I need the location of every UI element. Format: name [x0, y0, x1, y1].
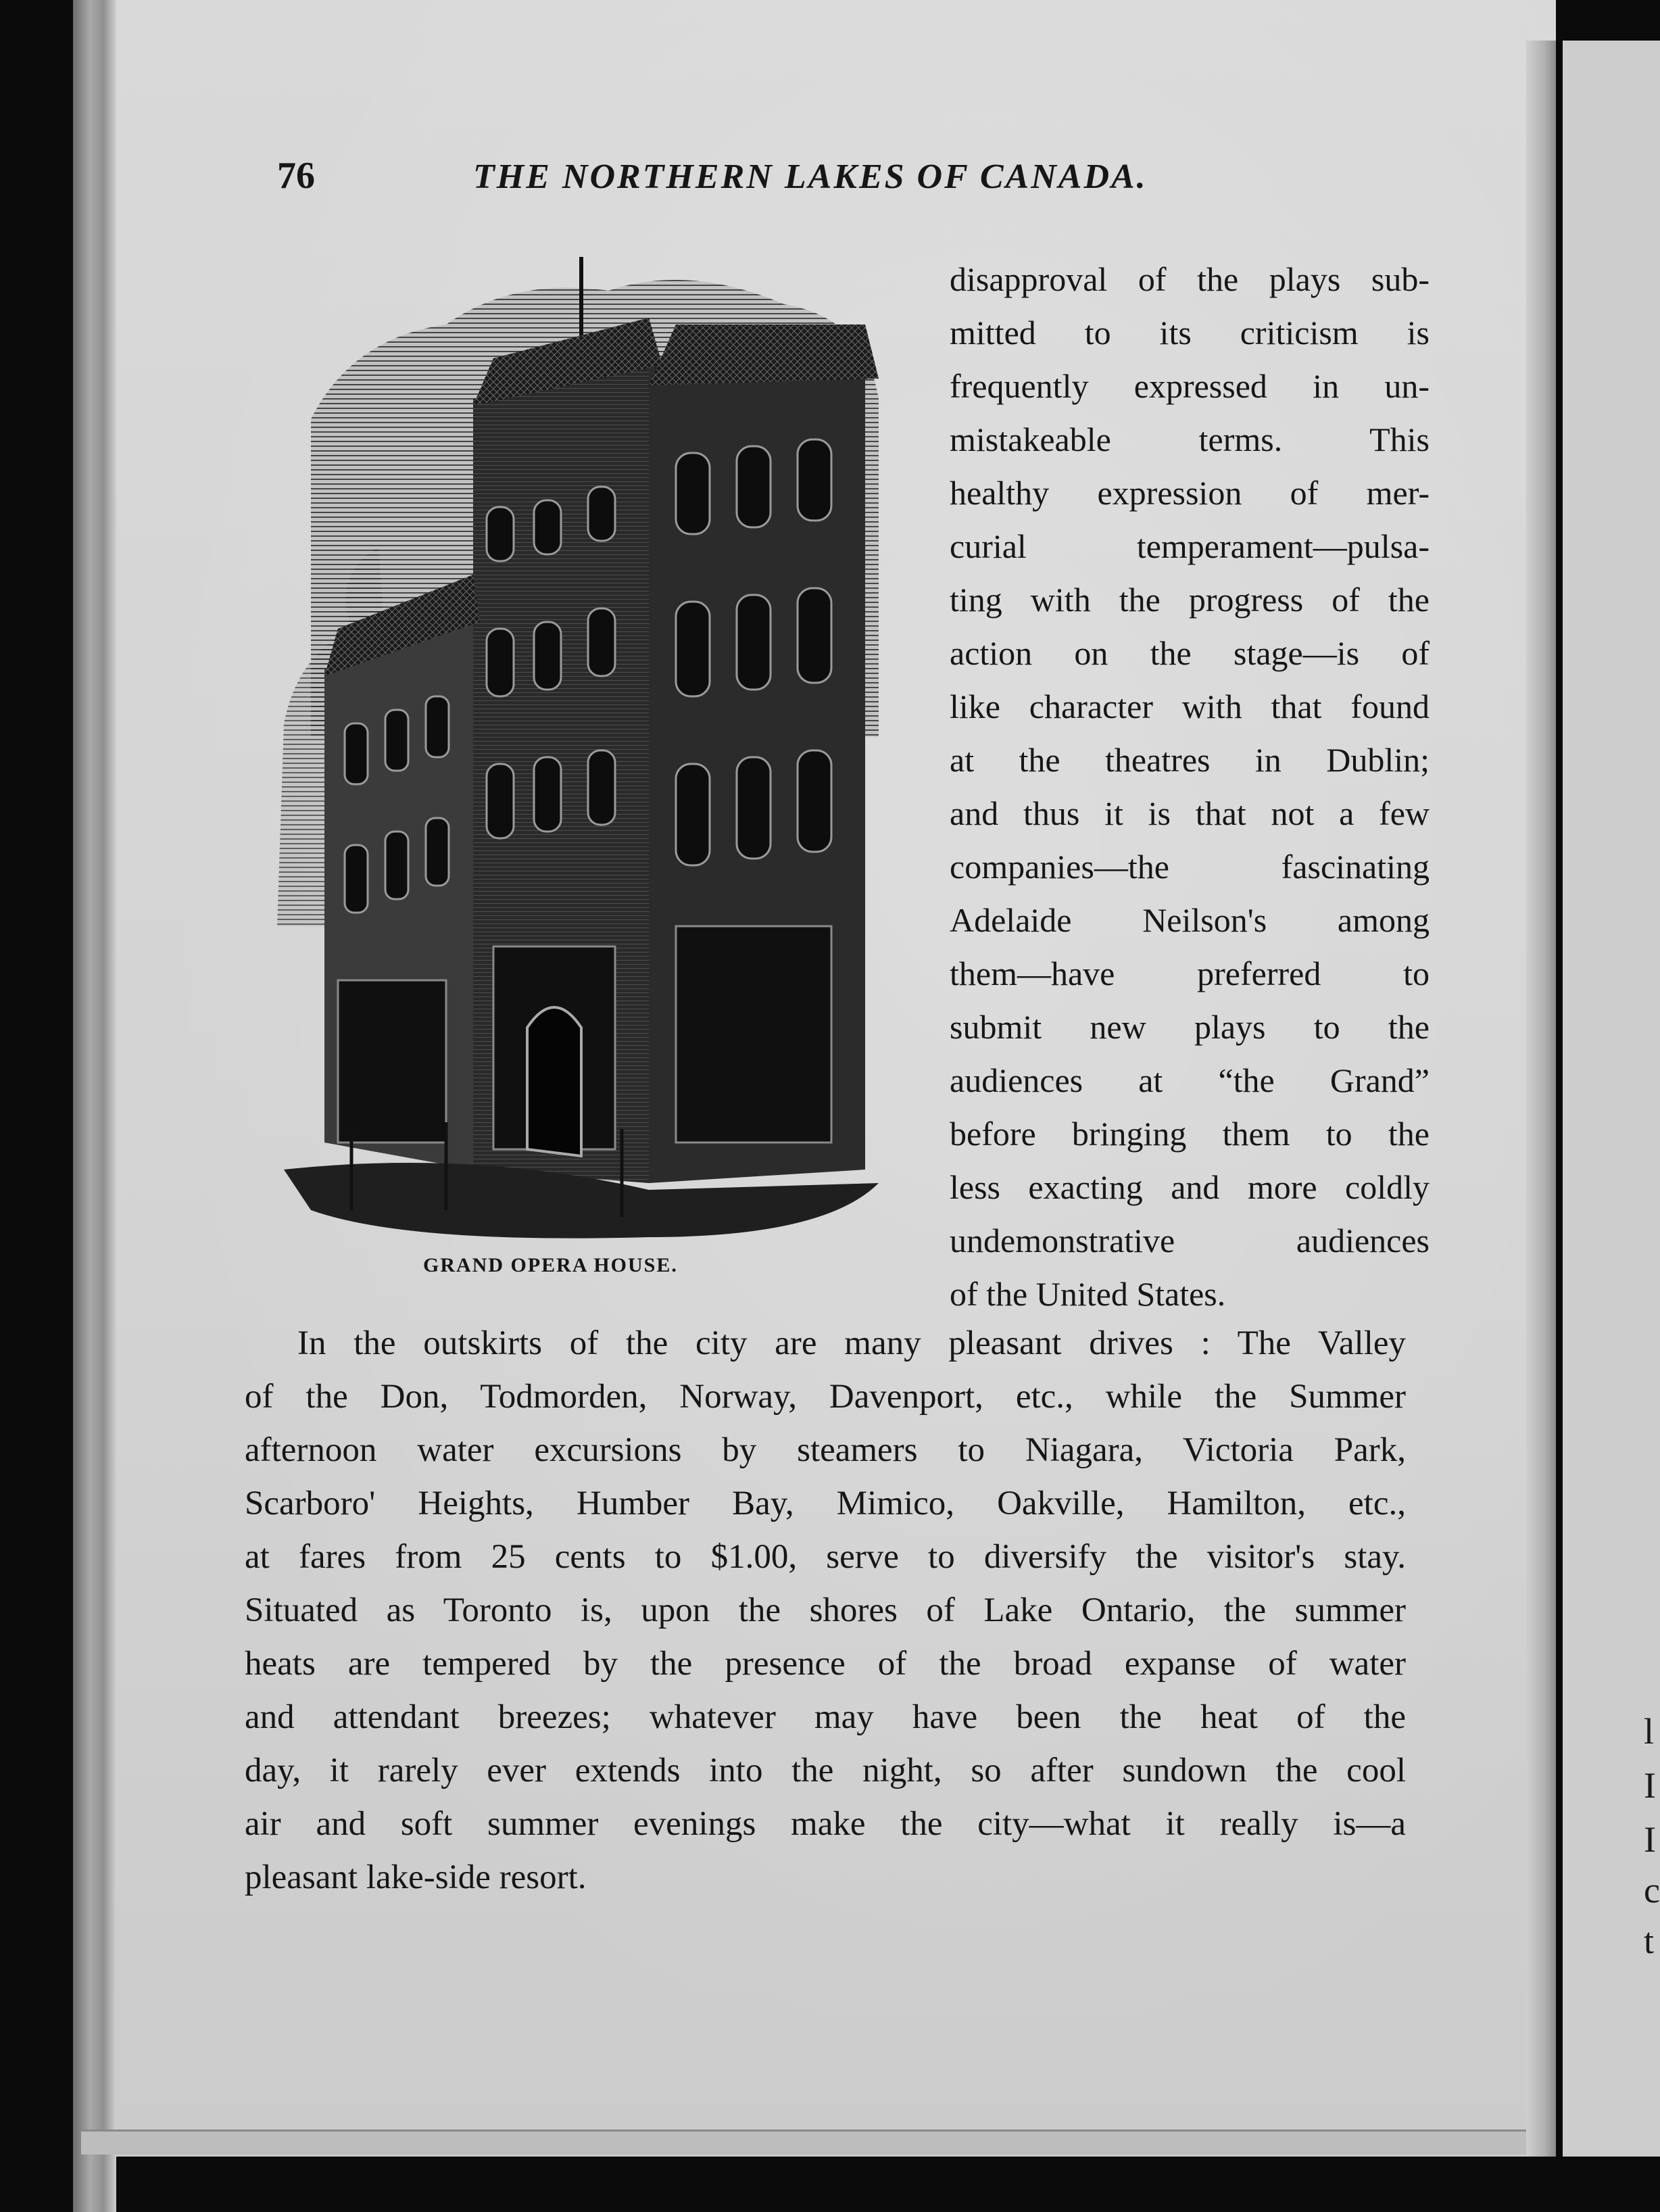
paragraph-line: heats are tempered by the presence of the broad expanse of water — [245, 1645, 1406, 1683]
column-text-line: Adelaide Neilson's among — [950, 901, 1430, 939]
book-spine — [1556, 41, 1563, 2157]
paragraph-line: afternoon water excursions by steamers to Niagara, Victoria Park, — [245, 1431, 1406, 1469]
column-text-line: ting with the progress of the — [950, 581, 1430, 619]
paragraph-line: air and soft summer evenings make the city—what it really is—a — [245, 1805, 1406, 1843]
paragraph-line: of the Don, Todmorden, Norway, Davenport, etc., while the Summer — [245, 1378, 1406, 1416]
column-text-line: curial temperament—pulsa- — [950, 527, 1430, 565]
paragraph-line: In the outskirts of the city are many pleasant drives : The Valley — [297, 1324, 1406, 1362]
column-text-line: submit new plays to the — [950, 1008, 1430, 1046]
column-text-line: at the theatres in Dublin; — [950, 741, 1430, 779]
page-bottom-edge — [81, 2130, 1555, 2155]
column-text-line: disapproval of the plays sub- — [950, 260, 1430, 298]
facing-page — [1563, 41, 1660, 2157]
column-text-line: mistakeable terms. This — [950, 420, 1430, 458]
column-text-line: audiences at “the Grand” — [950, 1061, 1430, 1099]
paragraph-line: at fares from 25 cents to $1.00, serve to diversify the visitor's stay. — [245, 1538, 1406, 1576]
book-gutter — [1526, 41, 1556, 2157]
column-text-line: them—have preferred to — [950, 955, 1430, 992]
paragraph-line: Scarboro' Heights, Humber Bay, Mimico, Oakville, Hamilton, etc., — [245, 1485, 1406, 1522]
facing-page-fragment: I — [1644, 1819, 1656, 1860]
column-text-line: mitted to its criticism is — [950, 314, 1430, 352]
column-text-line: less exacting and more coldly — [950, 1168, 1430, 1206]
paragraph-line: pleasant lake-side resort. — [245, 1858, 587, 1896]
running-title: THE NORTHERN LAKES OF CANADA. — [473, 158, 1148, 196]
column-text-line: frequently expressed in un- — [950, 367, 1430, 405]
column-text-line: like character with that found — [950, 688, 1430, 725]
column-text-line: of the United States. — [950, 1275, 1226, 1313]
scan-frame-left — [73, 0, 116, 2212]
facing-page-fragment: t — [1644, 1921, 1655, 1961]
grand-opera-house-engraving — [270, 250, 939, 1251]
column-text-line: action on the stage—is of — [950, 634, 1430, 672]
facing-page-fragment: l — [1644, 1711, 1655, 1752]
column-text-line: companies—the fascinating — [950, 848, 1430, 886]
paragraph-line: day, it rarely ever extends into the night, so after sundown the cool — [245, 1752, 1406, 1789]
column-text-line: and thus it is that not a few — [950, 794, 1430, 832]
illustration-caption: GRAND OPERA HOUSE. — [423, 1254, 678, 1276]
paragraph-line: and attendant breezes; whatever may have been the heat of the — [245, 1698, 1406, 1736]
column-text-line: healthy expression of mer- — [950, 474, 1430, 512]
page-number: 76 — [277, 155, 315, 197]
facing-page-fragment: I — [1644, 1765, 1656, 1806]
paragraph-line: Situated as Toronto is, upon the shores of Lake Ontario, the summer — [245, 1591, 1406, 1629]
column-text-line: before bringing them to the — [950, 1115, 1430, 1153]
column-text-line: undemonstrative audiences — [950, 1222, 1430, 1259]
facing-page-fragment: c — [1644, 1870, 1660, 1910]
